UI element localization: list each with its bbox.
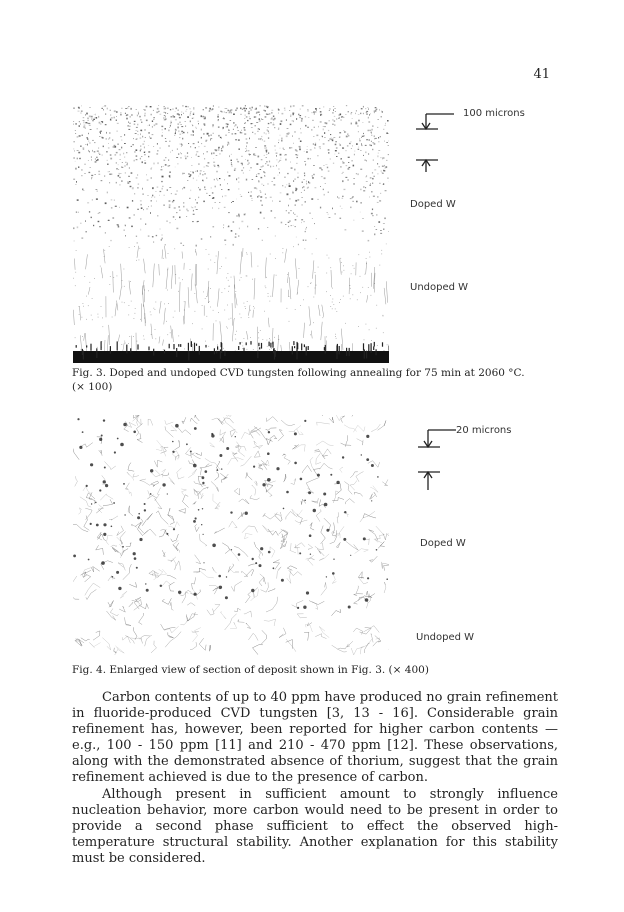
figure-3-caption <box>72 366 552 394</box>
figure-3-scale-label: 100 microns <box>463 108 525 119</box>
figure-3-micrograph <box>73 105 389 363</box>
paragraph-2: Although present in sufficient amount to strongly influence nucleation behavior, more carbon would need to be present in order to provide a second phase sufficient to effect the observed high-temperature structural stability. Another explanation for this stability must be considered. <box>72 786 558 866</box>
figure-4-undoped-label: Undoped W <box>416 632 475 643</box>
figure-4-micrograph <box>73 415 389 655</box>
figure-4-doped-label: Doped W <box>420 538 466 549</box>
paragraph-1: Carbon contents of up to 40 ppm have produced no grain refinement in fluoride-produced CVD tungsten [3, 13 - 16]. Considerable grain refinement has, however, been reported for higher carbon contents — e.g., 100 - 150 ppm [11] and 210 - 470 ppm [12]. These observations, along with the demonstrated absence of thorium, suggest that the grain refinement achieved is due to the presence of carbon. <box>72 690 558 786</box>
figure-4-caption: Fig. 4. Enlarged view of section of deposit shown in Fig. 3. (× 400) <box>72 664 429 676</box>
figure-3-undoped-label: Undoped W <box>410 282 469 293</box>
page-number: 41 <box>533 67 550 82</box>
figure-4-scale-label: 20 microns <box>456 425 512 436</box>
body-text <box>72 690 558 867</box>
figure-3-doped-label: Doped W <box>410 199 456 210</box>
figure-3-caption-line-1: Fig. 3. Doped and undoped CVD tungsten following annealing for 75 min at 2060 °C. <box>72 367 525 379</box>
figure-3-scale-bar <box>414 108 464 174</box>
figure-3-caption-line-2: (× 100) <box>72 381 113 393</box>
figure-4-scale-bar <box>416 424 460 492</box>
